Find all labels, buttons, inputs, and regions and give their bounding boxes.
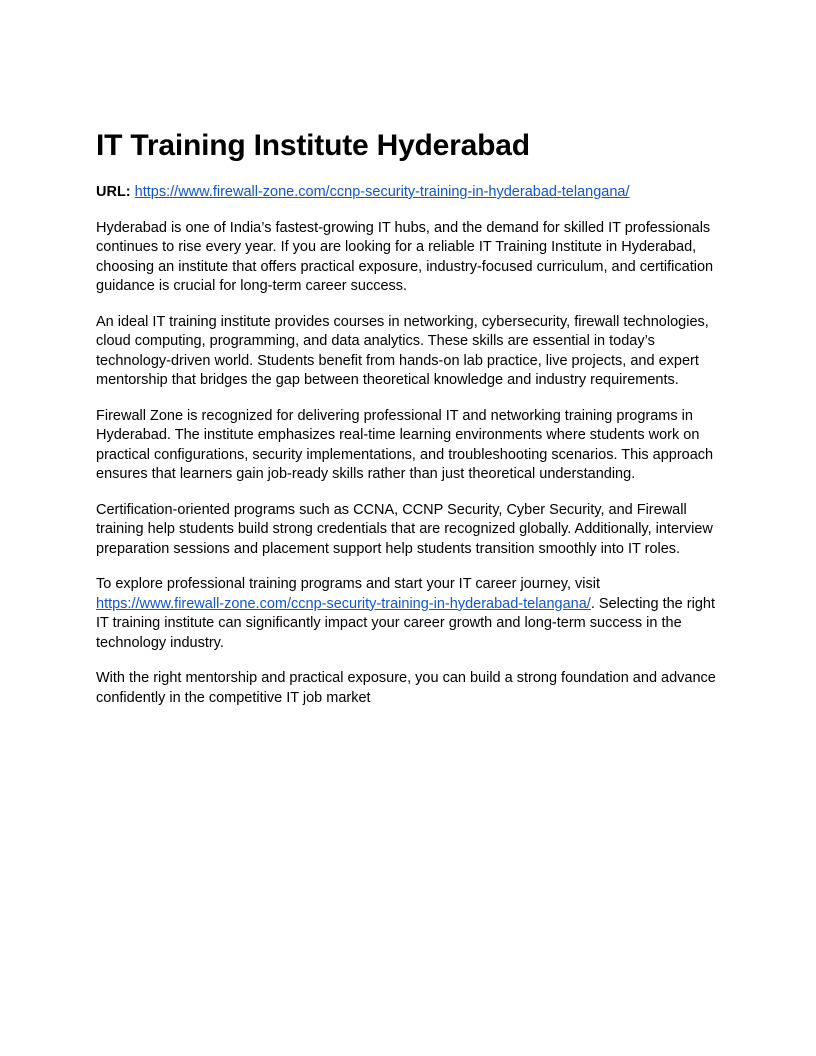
paragraph-intro: Hyderabad is one of India’s fastest-growing IT hubs, and the demand for skilled IT professionals continues to rise every year. If you are looking for a reliable IT Training Institute in Hyderabad, choosing an institute that offers practical exposure, industry-focused curriculum, and certification guidance is crucial for long-term career success.: [96, 219, 714, 294]
document-page: [96, 126, 726, 708]
paragraph-closing: With the right mentorship and practical exposure, you can build a strong foundation and advance confidently in the competitive IT job market: [96, 670, 716, 706]
paragraph-cta: [96, 575, 726, 653]
cta-text-before: To explore professional training programs and start your IT career journey, visit: [96, 576, 600, 592]
url-line: [96, 183, 726, 203]
paragraph-certifications: Certification-oriented programs such as CCNA, CCNP Security, Cyber Security, and Firewall training help students build strong credentials that are recognized globally. Additionally, interview preparation sessions and placement support help students transition smoothly into IT roles.: [96, 501, 713, 557]
paragraph-firewall-zone: Firewall Zone is recognized for delivering professional IT and networking training programs in Hyderabad. The institute emphasizes real-time learning environments where students work on practical configurations, security implementations, and troubleshooting scenarios. This approach ensures that learners gain job-ready skills rather than just theoretical understanding.: [96, 407, 714, 482]
paragraph-courses: An ideal IT training institute provides courses in networking, cybersecurity, firewall technologies, cloud computing, programming, and data analytics. These skills are essential in today’s technology-driven world. Students benefit from hands-on lab practice, live projects, and expert mentorship that bridges the gap between theoretical knowledge and industry requirements.: [96, 313, 709, 388]
document-title: IT Training Institute Hyderabad: [96, 129, 530, 162]
cta-text-after: . Selecting the right IT training institute can significantly impact your career growth and long-term success in the technology industry.: [96, 595, 715, 651]
cta-link[interactable]: https://www.firewall-zone.com/ccnp-security-training-in-hyderabad-telangana/: [96, 595, 591, 612]
url-label: URL:: [96, 184, 131, 200]
url-link[interactable]: https://www.firewall-zone.com/ccnp-security-training-in-hyderabad-telangana/: [134, 184, 630, 200]
